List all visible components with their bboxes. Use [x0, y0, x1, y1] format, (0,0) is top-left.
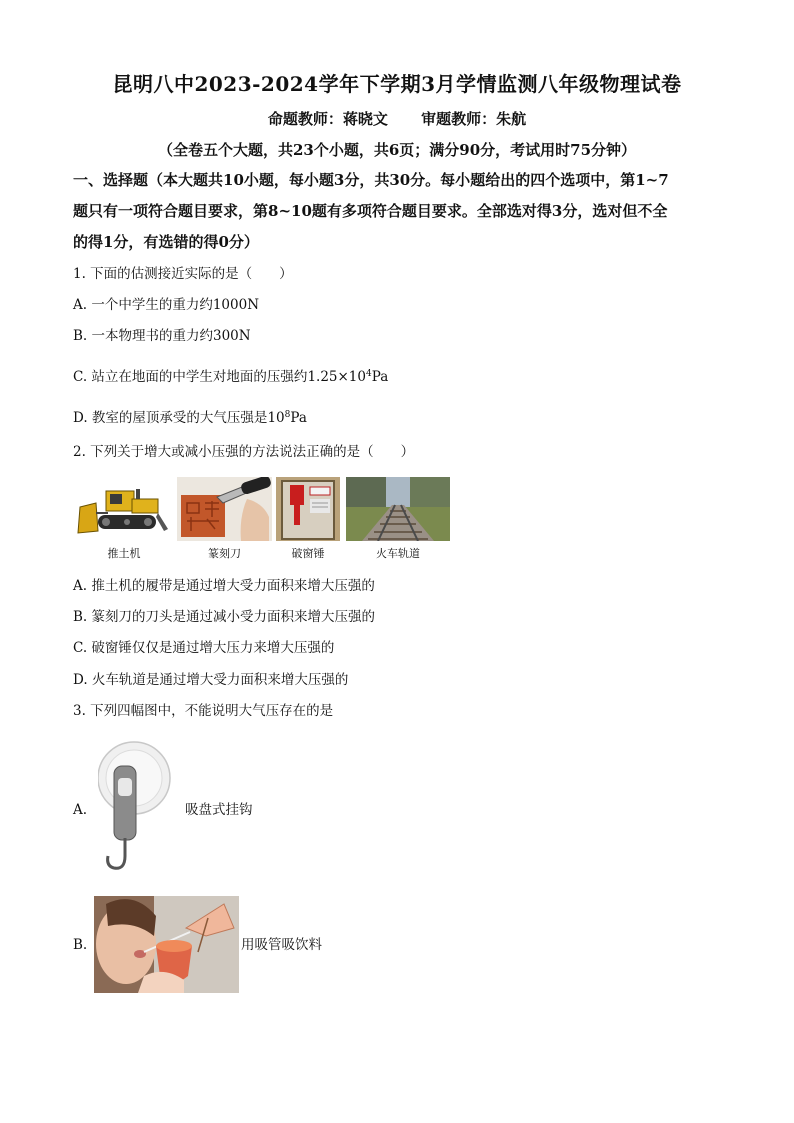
- q3-option-a-text: 吸盘式挂钩: [185, 802, 253, 818]
- railway-image: [346, 477, 450, 541]
- q1-option-a: A. 一个中学生的重力约1000N: [73, 297, 260, 313]
- reviewer-teacher: 审题教师：朱航: [421, 110, 527, 128]
- q1-option-d-value: 10: [267, 410, 285, 426]
- q2-stem: 2. 下列关于增大或减小压强的方法说法正确的是（ ）: [73, 444, 415, 460]
- q1-option-d-unit: Pa: [290, 410, 307, 426]
- q1-stem: 1. 下面的估测接近实际的是（ ）: [73, 266, 293, 282]
- q1-option-d-exponent: 8: [284, 410, 291, 420]
- q1-option-d-text: D. 教室的屋顶承受的大气压强是: [73, 410, 268, 426]
- q3-option-b-label: B.: [73, 937, 88, 953]
- q1-option-c-value: 1.25×10: [307, 369, 366, 385]
- q2-figures: [76, 477, 456, 562]
- caption-railway: 火车轨道: [376, 547, 420, 560]
- exam-authors: [0, 108, 794, 129]
- window-hammer-image: [276, 477, 340, 541]
- bulldozer-image: [76, 477, 172, 541]
- setter-teacher: 命题教师：蒋晓文: [267, 110, 388, 128]
- seal-knife-figure: [177, 477, 272, 560]
- exam-title: 昆明八中2023-2024学年下学期3月学情监测八年级物理试卷: [112, 72, 682, 96]
- q1-option-c: [73, 364, 388, 387]
- q1-option-c-unit: Pa: [371, 369, 389, 385]
- section1-line2: 题只有一项符合题目要求，第8~10题有多项符合题目要求。全部选对得3分，选对但不全: [73, 202, 668, 220]
- q3-option-a-label: A.: [73, 802, 88, 818]
- exam-note: （全卷五个大题，共23个小题，共6页；满分90分，考试用时75分钟）: [157, 141, 637, 159]
- bulldozer-figure: [76, 477, 172, 560]
- caption-window-hammer: 破窗锤: [291, 547, 325, 560]
- q1-option-b: B. 一本物理书的重力约300N: [73, 328, 251, 344]
- q1-option-c-exponent: 4: [366, 369, 372, 379]
- straw-drink-image: [94, 896, 239, 997]
- caption-seal-knife: 篆刻刀: [208, 547, 241, 560]
- q1-option-c-text: C. 站立在地面的中学生对地面的压强约: [73, 369, 308, 385]
- q3-stem: 3. 下列四幅图中，不能说明大气压存在的是: [73, 703, 334, 719]
- q2-option-c: C. 破窗锤仅仅是通过增大压力来增大压强的: [73, 640, 335, 656]
- seal-knife-image: [177, 477, 272, 541]
- q3-option-b-text: 用吸管吸饮料: [241, 937, 322, 953]
- q2-option-a: A. 推土机的履带是通过增大受力面积来增大压强的: [73, 578, 375, 594]
- window-hammer-figure: [276, 477, 340, 560]
- q1-option-d: [73, 405, 307, 428]
- q2-option-d: D. 火车轨道是通过增大受力面积来增大压强的: [73, 672, 349, 688]
- suction-hook-image: [98, 738, 178, 882]
- q2-option-b: B. 篆刻刀的刀头是通过减小受力面积来增大压强的: [73, 609, 376, 625]
- section1-line1: 一、选择题（本大题共10小题，每小题3分，共30分。每小题给出的四个选项中，第1~7: [73, 171, 669, 189]
- section1-line3: 的得1分，有选错的得0分）: [73, 233, 259, 251]
- caption-bulldozer: 推土机: [107, 547, 141, 560]
- railway-figure: [346, 477, 450, 560]
